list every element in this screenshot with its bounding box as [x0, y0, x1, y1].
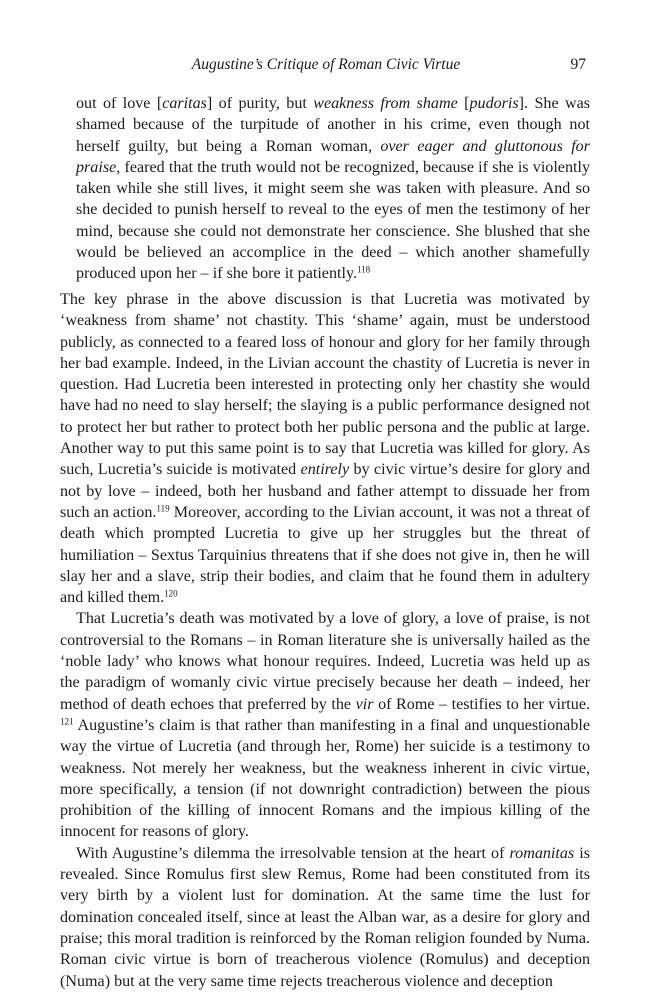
text-span: The key phrase in the above discussion is that Lucretia was motivated by ‘weakness from shame’ not chastity. This ‘shame’ again, must be understood publicly, as connected to a feared loss of honour and glory for her family through her bad example. Indeed, in the Livian account the chastity of Lucretia is never in question. Had Lucretia been interested in protecting only her chastity she would have had no need to slay herself; the slaying is a public performance designed not to protect her but rather to protect both her public persona and the public at large. Another way to put this same point is to say that Lucretia was killed for glory. As such, Lucretia’s suicide is motivated: [60, 291, 590, 479]
footnote-ref[interactable]: 121: [60, 716, 74, 727]
emphasis: over eager and gluttonous for praise,: [76, 137, 590, 176]
latin-term: pudoris: [469, 95, 519, 112]
text-span: by civic virtue’s desire for glory and not by love – indeed, both her husband and father attempt to dissuade her from such an action.: [60, 461, 590, 521]
paragraph: [60, 289, 590, 608]
page-header: [60, 52, 592, 78]
text-span: Moreover, according to the Livian account, it was not a threat of death which prompted Lucretia to give up her struggles but the threat of humiliation – Sextus Tarquinius threatens that if she does not give in, then he will slay her and a slave, strip their bodies, and claim that he found them in adultery and killed them.: [60, 503, 590, 607]
text-span: ] of purity, but: [206, 95, 314, 112]
body-text: [60, 289, 590, 992]
text-span: With Augustine’s dilemma the irresolvable tension at the heart of: [76, 844, 510, 862]
footnote-ref[interactable]: 120: [164, 588, 178, 599]
latin-term: caritas: [162, 95, 207, 112]
text-span: [: [457, 95, 470, 112]
text-span: of Rome – testifies to her virtue.: [373, 695, 590, 713]
latin-term: vir: [355, 695, 374, 713]
emphasis: entirely: [300, 461, 350, 479]
text-span: ]. She was shamed because of the turpitude of another in his crime, even though not herself guilty, but being a Roman woman,: [76, 95, 590, 155]
emphasis: weakness from shame: [313, 95, 458, 112]
paragraph: [60, 608, 590, 842]
paragraph: [60, 843, 590, 992]
block-quote: [76, 93, 590, 284]
text-span: Augustine’s claim is that rather than manifesting in a final and unquestionable way the virtue of Lucretia (and through her, Rome) her suicide is a testimony to weakness. Not merely her weakness, but the weakness inherent in civic virtue, more specifically, a tension (if not downright contradiction) between the pious prohibition of the killing of innocent Romans and the impious killing of the innocent for reasons of glory.: [60, 716, 590, 841]
text-span: feared that the truth would not be recognized, because if she is violently taken while she still lives, it might seem she was taken with pleasure. And so she decided to punish herself to reveal to the eyes of men the testimony of her mind, because she could not demonstrate her conscience. She blushed that she would be believed an accomplice in the deed – which another shamefully produced upon her – if she bore it patiently.: [76, 158, 590, 282]
text-span: is revealed. Since Romulus first slew Remus, Rome had been constituted from its very birth by a violent lust for domination. At the same time the lust for domination concealed itself, since at least the Alban war, as a desire for glory and praise; this moral tradition is reinforced by the Roman religion founded by Numa. Roman civic virtue is born of treacherous violence (Romulus) and deception (Numa) but at the very same time rejects treacherous violence and deception: [60, 844, 590, 990]
page-number: 97: [570, 56, 586, 73]
latin-term: romanitas: [509, 844, 575, 862]
text-span: out of love [: [76, 95, 163, 112]
running-head-title: Augustine’s Critique of Roman Civic Virtue: [191, 56, 461, 73]
text-span: That Lucretia’s death was motivated by a love of glory, a love of praise, is not controversial to the Romans – in Roman literature she is universally hailed as the ‘noble lady’ who knows what honour requires. Indeed, Lucretia was held up as the paradigm of womanly civic virtue precisely because her death – indeed, her method of death echoes that preferred by the: [60, 610, 590, 713]
footnote-ref[interactable]: 118: [356, 264, 371, 275]
footnote-ref[interactable]: 119: [156, 503, 170, 514]
